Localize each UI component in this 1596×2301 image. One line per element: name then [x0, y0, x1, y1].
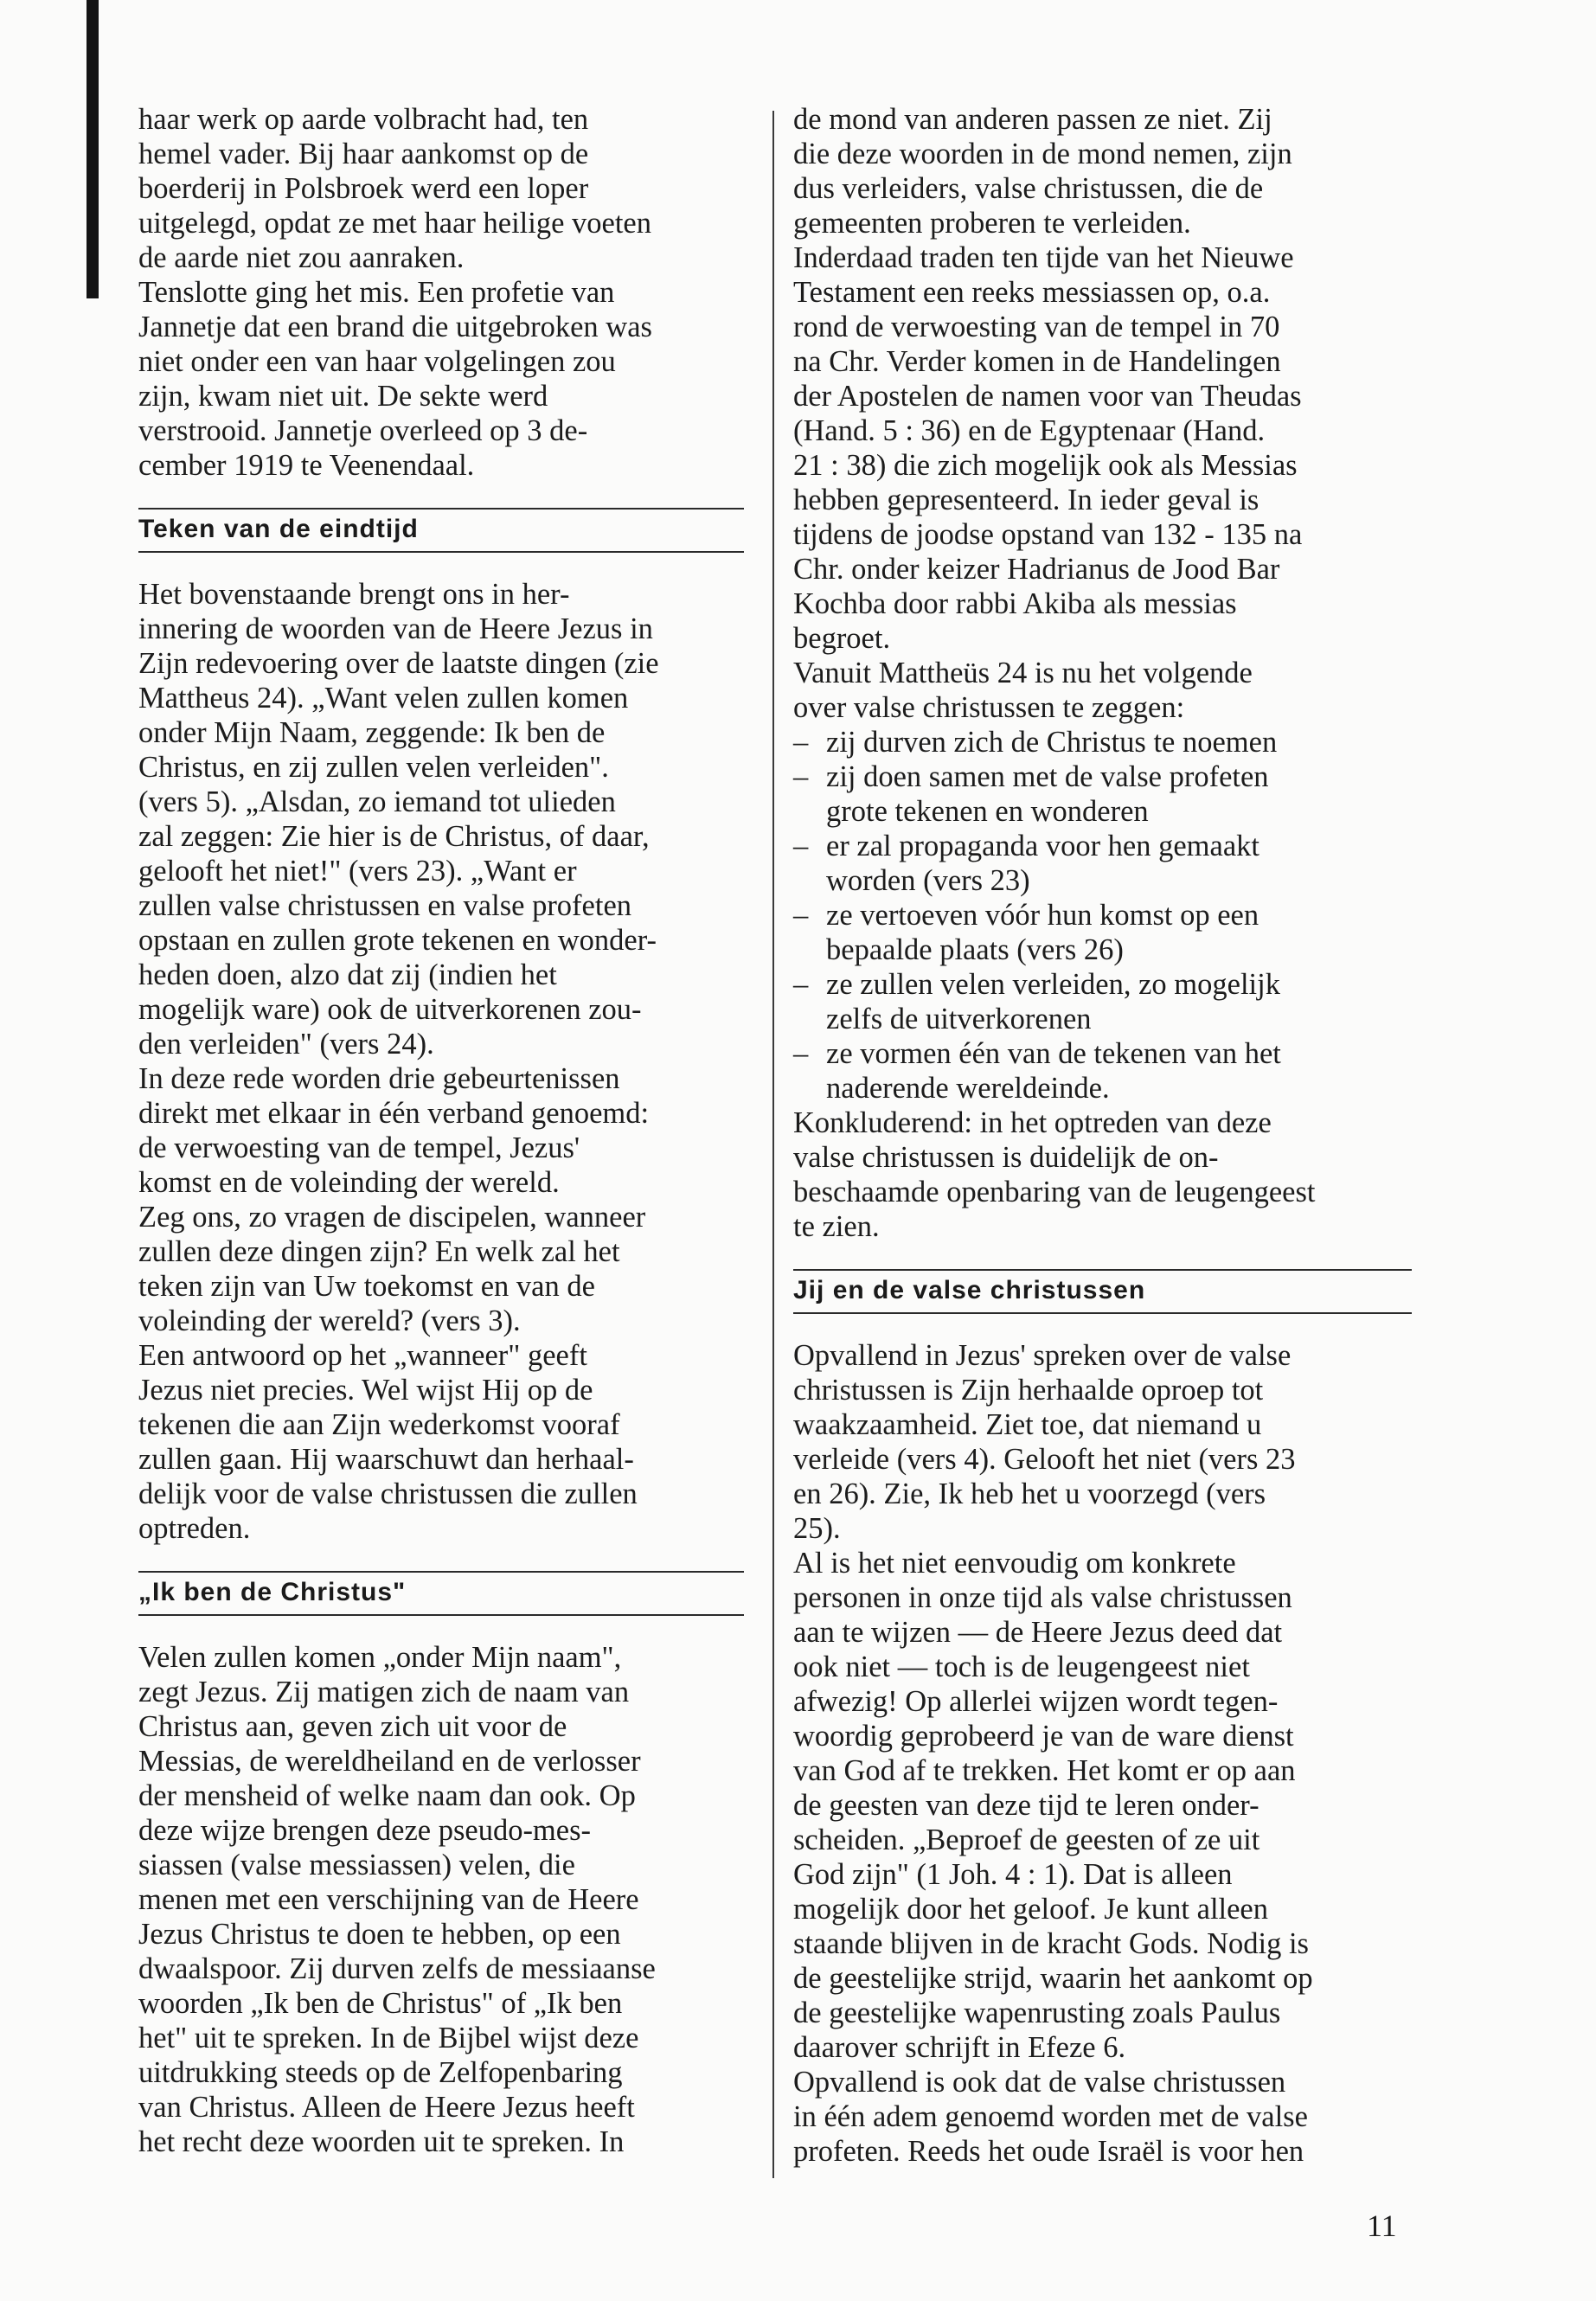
text-line: Inderdaad traden ten tijde van het Nieuwe	[793, 241, 1294, 274]
text-line: zullen deze dingen zijn? En welk zal het	[138, 1235, 620, 1268]
list-item-line: – ze zullen velen verleiden, zo mogelijk	[826, 968, 1280, 1001]
text-line: Testament een reeks messiassen op, o.a.	[793, 276, 1271, 309]
text-line: de geesten van deze tijd te leren onder-	[793, 1789, 1259, 1822]
page-number: 11	[1367, 2208, 1397, 2243]
text-line: Opvallend in Jezus' spreken over de valse	[793, 1339, 1292, 1372]
section-heading-jij-en-de-valse-christussen	[793, 1269, 1412, 1314]
text-line: niet onder een van haar volgelingen zou	[138, 345, 616, 378]
text-line: dus verleiders, valse christussen, die de	[793, 172, 1264, 205]
text-line: zegt Jezus. Zij matigen zich de naam van	[138, 1676, 630, 1708]
text-line: menen met een verschijning van de Heere	[138, 1883, 639, 1916]
text-line: waakzaamheid. Ziet toe, dat niemand u	[793, 1408, 1262, 1441]
list-item	[793, 967, 1412, 1036]
list-item-line: worden (vers 23)	[826, 864, 1030, 897]
text-line: Mattheus 24). „Want velen zullen komen	[138, 682, 629, 715]
text-line: en 26). Zie, Ik heb het u voorzegd (vers	[793, 1477, 1266, 1510]
section-heading-teken-van-de-eindtijd	[138, 508, 744, 553]
text-line: van God af te trekken. Het komt er op aan	[793, 1754, 1296, 1787]
text-line: staande blijven in de kracht Gods. Nodig is	[793, 1927, 1309, 1960]
list-item	[793, 725, 1412, 760]
text-line: het recht deze woorden uit te spreken. In	[138, 2125, 625, 2158]
text-line: voleinding der wereld? (vers 3).	[138, 1304, 521, 1337]
text-line: zullen valse christussen en valse profeten	[138, 889, 632, 922]
text-line: profeten. Reeds het oude Israël is voor hen	[793, 2135, 1304, 2168]
text-line: Zijn redevoering over de laatste dingen (zie	[138, 647, 659, 680]
list-item-line: zelfs de uitverkorenen	[826, 1003, 1092, 1035]
list-item	[793, 1036, 1412, 1106]
text-line: Chr. onder keizer Hadrianus de Jood Bar	[793, 553, 1280, 586]
text-line: siassen (valse messiassen) velen, die	[138, 1849, 575, 1881]
text-line: direkt met elkaar in één verband genoemd:	[138, 1097, 650, 1130]
section-heading-ik-ben-de-christus	[138, 1571, 744, 1616]
text-line: aan te wijzen — de Heere Jezus deed dat	[793, 1616, 1283, 1649]
section-body-jij-en-de-valse-christussen	[793, 1338, 1412, 2169]
text-line: Al is het niet eenvoudig om konkrete	[793, 1547, 1236, 1580]
text-line: Het bovenstaande brengt ons in her-	[138, 578, 570, 611]
text-line: cember 1919 te Veenendaal.	[138, 449, 475, 482]
text-line: Velen zullen komen „onder Mijn naam",	[138, 1641, 622, 1674]
text-line: (vers 5). „Alsdan, zo iemand tot ulieden	[138, 785, 616, 818]
text-line: Jezus Christus te doen te hebben, op een	[138, 1918, 621, 1951]
section-body-ik-ben-de-christus	[138, 1640, 744, 2159]
list-item	[793, 829, 1412, 898]
heading-text: Teken van de eindtijd	[138, 515, 419, 543]
text-line: te zien.	[793, 1210, 880, 1243]
text-line: verleide (vers 4). Gelooft het niet (vers 23	[793, 1443, 1296, 1476]
text-line: den verleiden" (vers 24).	[138, 1028, 434, 1061]
text-line: boerderij in Polsbroek werd een loper	[138, 172, 589, 205]
text-line: optreden.	[138, 1512, 251, 1545]
text-line: de geestelijke strijd, waarin het aankomt op	[793, 1962, 1313, 1995]
text-line: ook niet — toch is de leugengeest niet	[793, 1650, 1250, 1683]
list-item-line: – zij durven zich de Christus te noemen	[826, 726, 1278, 759]
text-line: in één adem genoemd worden met de valse	[793, 2100, 1308, 2133]
text-line: dwaalspoor. Zij durven zelfs de messiaanse	[138, 1952, 656, 1985]
text-line: mogelijk door het geloof. Je kunt alleen	[793, 1893, 1268, 1926]
heading-text: Jij en de valse christussen	[793, 1276, 1146, 1304]
text-line: woordig geprobeerd je van de ware dienst	[793, 1720, 1294, 1753]
text-line: opstaan en zullen grote tekenen en wonder-	[138, 924, 657, 957]
text-line: de aarde niet zou aanraken.	[138, 241, 465, 274]
text-line: Opvallend is ook dat de valse christussen	[793, 2066, 1286, 2099]
text-line: van Christus. Alleen de Heere Jezus heeft	[138, 2091, 635, 2124]
false-christs-list	[793, 725, 1412, 1106]
text-line: God zijn" (1 Joh. 4 : 1). Dat is alleen	[793, 1858, 1233, 1891]
text-line: rond de verwoesting van de tempel in 70	[793, 311, 1280, 343]
text-line: delijk voor de valse christussen die zullen	[138, 1477, 638, 1510]
text-line: Konkluderend: in het optreden van deze	[793, 1106, 1272, 1139]
list-item-line: – ze vertoeven vóór hun komst op een	[826, 899, 1259, 932]
text-line: In deze rede worden drie gebeurtenissen	[138, 1062, 620, 1095]
list-item-line: grote tekenen en wonderen	[826, 795, 1149, 828]
right-column	[793, 102, 1412, 2169]
list-item-line: – ze vormen één van de tekenen van het	[826, 1037, 1281, 1070]
intro-paragraph	[138, 102, 744, 483]
list-item-line: bepaalde plaats (vers 26)	[826, 933, 1124, 966]
text-line: Messias, de wereldheiland en de verlosser	[138, 1745, 641, 1778]
text-line: tijdens de joodse opstand van 132 - 135 na	[793, 518, 1303, 551]
text-line: de verwoesting van de tempel, Jezus'	[138, 1131, 580, 1164]
text-line: over valse christussen te zeggen:	[793, 691, 1185, 724]
text-line: de geestelijke wapenrusting zoals Paulus	[793, 1997, 1281, 2029]
text-line: Christus, en zij zullen velen verleiden".	[138, 751, 609, 784]
text-line: personen in onze tijd als valse christussen	[793, 1581, 1292, 1614]
text-line: Jezus niet precies. Wel wijst Hij op de	[138, 1374, 593, 1407]
text-line: 21 : 38) die zich mogelijk ook als Messias	[793, 449, 1298, 482]
scan-edge-bar	[87, 0, 99, 298]
text-line: Zeg ons, zo vragen de discipelen, wanneer	[138, 1201, 646, 1234]
text-line: zijn, kwam niet uit. De sekte werd	[138, 380, 548, 413]
column-divider	[772, 111, 774, 2178]
text-line: beschaamde openbaring van de leugengeest	[793, 1176, 1316, 1208]
text-line: het" uit te spreken. In de Bijbel wijst deze	[138, 2022, 639, 2054]
text-line: Kochba door rabbi Akiba als messias	[793, 587, 1237, 620]
text-line: mogelijk ware) ook de uitverkorenen zou-	[138, 993, 642, 1026]
text-line: tekenen die aan Zijn wederkomst vooraf	[138, 1408, 620, 1441]
section-body-teken-van-de-eindtijd	[138, 577, 744, 1546]
text-line: teken zijn van Uw toekomst en van de	[138, 1270, 595, 1303]
list-item	[793, 760, 1412, 829]
text-line: Jannetje dat een brand die uitgebroken was	[138, 311, 652, 343]
text-line: uitdrukking steeds op de Zelfopenbaring	[138, 2056, 623, 2089]
text-line: Een antwoord op het „wanneer" geeft	[138, 1339, 587, 1372]
text-line: de mond van anderen passen ze niet. Zij	[793, 103, 1272, 136]
text-line: Vanuit Mattheüs 24 is nu het volgende	[793, 657, 1253, 689]
text-line: onder Mijn Naam, zeggende: Ik ben de	[138, 716, 606, 749]
list-item-line: – zij doen samen met de valse profeten	[826, 760, 1269, 793]
text-line: die deze woorden in de mond nemen, zijn	[793, 138, 1292, 170]
left-column	[138, 102, 744, 2159]
text-line: gemeenten proberen te verleiden.	[793, 207, 1191, 240]
text-line: hebben gepresenteerd. In ieder geval is	[793, 484, 1259, 516]
text-line: 25).	[793, 1512, 841, 1545]
text-line: Christus aan, geven zich uit voor de	[138, 1710, 567, 1743]
text-line: der Apostelen de namen voor van Theudas	[793, 380, 1302, 413]
text-line: christussen is Zijn herhaalde oproep tot	[793, 1374, 1264, 1407]
text-line: daarover schrijft in Efeze 6.	[793, 2031, 1126, 2064]
text-line: uitgelegd, opdat ze met haar heilige voeten	[138, 207, 651, 240]
text-line: gelooft het niet!" (vers 23). „Want er	[138, 855, 577, 888]
text-line: valse christussen is duidelijk de on-	[793, 1141, 1219, 1174]
list-item	[793, 898, 1412, 967]
text-line: (Hand. 5 : 36) en de Egyptenaar (Hand.	[793, 414, 1266, 447]
text-line: heden doen, alzo dat zij (indien het	[138, 958, 557, 991]
heading-text: „Ik ben de Christus"	[138, 1578, 407, 1606]
text-line: begroet.	[793, 622, 891, 655]
text-line: deze wijze brengen deze pseudo-mes-	[138, 1814, 591, 1847]
text-line: zal zeggen: Zie hier is de Christus, of daar,	[138, 820, 650, 853]
text-line: der mensheid of welke naam dan ook. Op	[138, 1779, 636, 1812]
text-line: afwezig! Op allerlei wijzen wordt tegen-	[793, 1685, 1279, 1718]
text-line: innering de woorden van de Heere Jezus in	[138, 612, 653, 645]
conclusion-paragraph	[793, 1106, 1412, 1244]
text-line: woorden „Ik ben de Christus" of „Ik ben	[138, 1987, 623, 2020]
list-item-line: – er zal propaganda voor hen gemaakt	[826, 830, 1259, 862]
text-line: scheiden. „Beproef de geesten of ze uit	[793, 1823, 1260, 1856]
text-line: zullen gaan. Hij waarschuwt dan herhaal-	[138, 1443, 634, 1476]
text-line: na Chr. Verder komen in de Handelingen	[793, 345, 1281, 378]
list-item-line: naderende wereldeinde.	[826, 1072, 1110, 1105]
text-line: haar werk op aarde volbracht had, ten	[138, 103, 589, 136]
text-line: hemel vader. Bij haar aankomst op de	[138, 138, 589, 170]
text-line: komst en de voleinding der wereld.	[138, 1166, 560, 1199]
text-line: Tenslotte ging het mis. Een profetie van	[138, 276, 615, 309]
text-line: verstrooid. Jannetje overleed op 3 de-	[138, 414, 588, 447]
continuation-paragraph	[793, 102, 1412, 725]
